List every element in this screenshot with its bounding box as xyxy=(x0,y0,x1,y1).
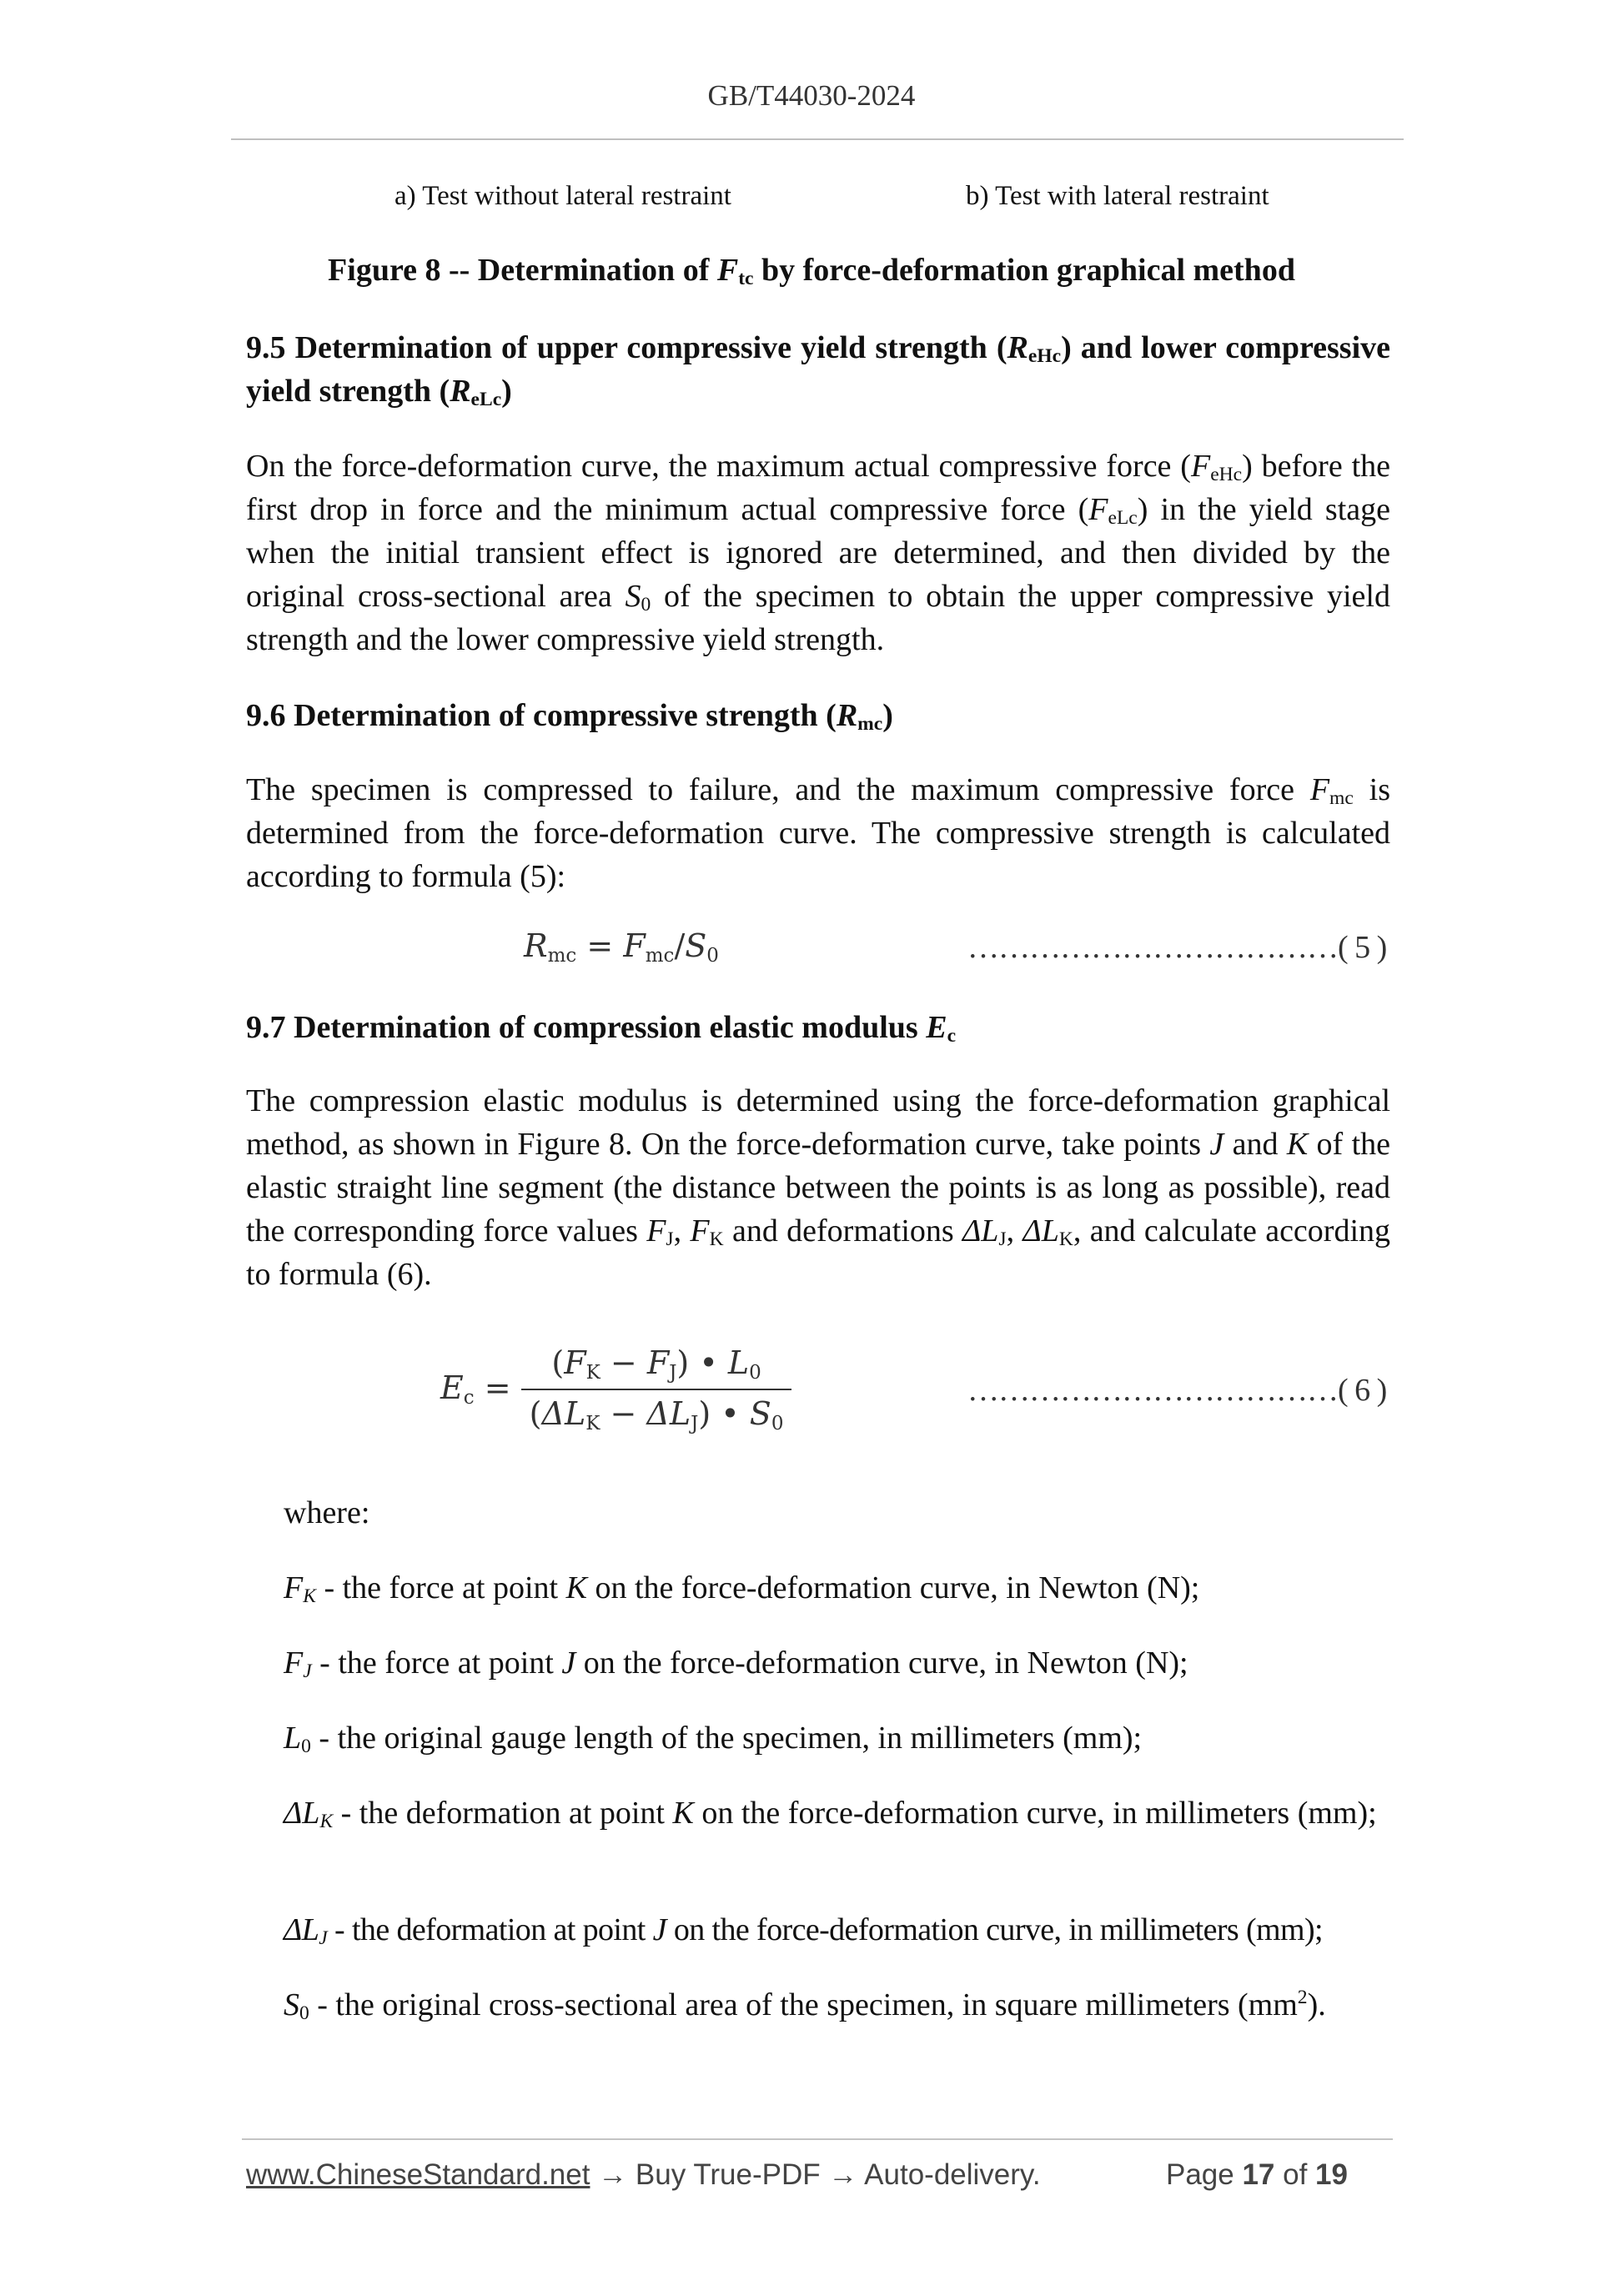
figure-subcaption-b: b) Test with lateral restraint xyxy=(966,181,1269,211)
section-9-6-paragraph: The specimen is compressed to failure, and the maximum compressive force $F_{mc}$ is determined from the force-deformation curve. The compressive strength is calculated according to formula (5): xyxy=(246,772,1390,894)
section-9-5-paragraph: On the force-deformation curve, the maximum actual compressive force $(F_{eHc})$ before the first drop in force and the minimum actual compressive force $(F_{eLc})$ in the yield stage when the initial transient effect is ignored are determined, and then divided by the original cross-sectional area $S_0$ of the specimen to obtain the upper compressive yield strength and the lower compressive yield strength. xyxy=(246,449,1390,657)
where-label: where: xyxy=(284,1495,370,1530)
section-9-5-heading: 9.5 Determination of upper compressive yield strength $(R_{eHc})$ and lower compressive yield strength $(R_{eLc})$ xyxy=(246,330,1390,411)
where-item-fj: $F_J$ - the force at point J on the force-deformation curve, in Newton (N); xyxy=(284,1645,1188,1683)
section-9-6-heading: 9.6 Determination of compressive strength $(R_{mc})$ xyxy=(246,698,893,736)
formula-6-leader-dots: ………………………………( 6 ) xyxy=(967,1373,1387,1408)
where-item-s0: $S_0$ - the original cross-sectional area of the specimen, in square millimeters $(mm^2)$. xyxy=(284,1986,1326,2025)
where-item-fk: $F_K$ - the force at point K on the force-deformation curve, in Newton (N); xyxy=(284,1570,1200,1608)
chinesestandard-link[interactable]: www.ChineseStandard.net xyxy=(246,2158,590,2191)
where-item-l0: $L_0$ - the original gauge length of the specimen, in millimeters (mm); xyxy=(284,1721,1143,1758)
formula-5-leader-dots: ………………………………( 5 ) xyxy=(967,930,1387,965)
section-9-7-heading: 9.7 Determination of compression elastic modulus $E_c$ xyxy=(246,1010,957,1048)
footer-link-line: www.ChineseStandard.net → Buy True-PDF → Auto-delivery. xyxy=(246,2158,1041,2191)
formula-6-fraction xyxy=(521,1344,792,1434)
footer-rule xyxy=(242,2138,1393,2140)
formula-6-denominator: (ΔLK − ΔLJ) • S0 xyxy=(529,1394,784,1434)
where-item-dlj: $\Delta L_J$ - the deformation at point J on the force-deformation curve, in millimeters (mm); xyxy=(284,1912,1323,1950)
formula-6-number: ( 6 ) xyxy=(1338,1373,1387,1408)
header-rule xyxy=(231,138,1404,140)
document-id-header: GB/T44030-2024 xyxy=(707,79,916,112)
where-item-dlk: $\Delta L_K$ - the deformation at point K on the force-deformation curve, in millimeters (mm); xyxy=(284,1796,1377,1833)
formula-6: Ec = $\frac{(FK - FJ) • L0}{\text{(ΔLK − ΔLJ) • S0}}$ xyxy=(440,1344,791,1434)
page-number: Page 17 of 19 xyxy=(1166,2158,1348,2191)
figure-caption: Figure 8 -- Determination of $F_{tc}$ by force-deformation graphical method xyxy=(328,253,1295,290)
section-9-7-paragraph: The compression elastic modulus is determined using the force-deformation graphical method, as shown in Figure 8. On the force-deformation curve, take points J and K of the elastic straight line segment (the distance between the points is as long as possible), read the corresponding force values $F_J$, $F_K$ and deformations $\Delta L_J$, $\Delta L_K$, and calculate according to formula (6). xyxy=(246,1083,1391,1292)
formula-6-numerator: (FK − FJ) • L0 xyxy=(521,1344,792,1390)
figure-subcaption-a: a) Test without lateral restraint xyxy=(394,181,731,211)
formula-5: Rmc = Fmc/S0 xyxy=(524,927,719,967)
formula-5-number: ( 5 ) xyxy=(1338,930,1387,965)
